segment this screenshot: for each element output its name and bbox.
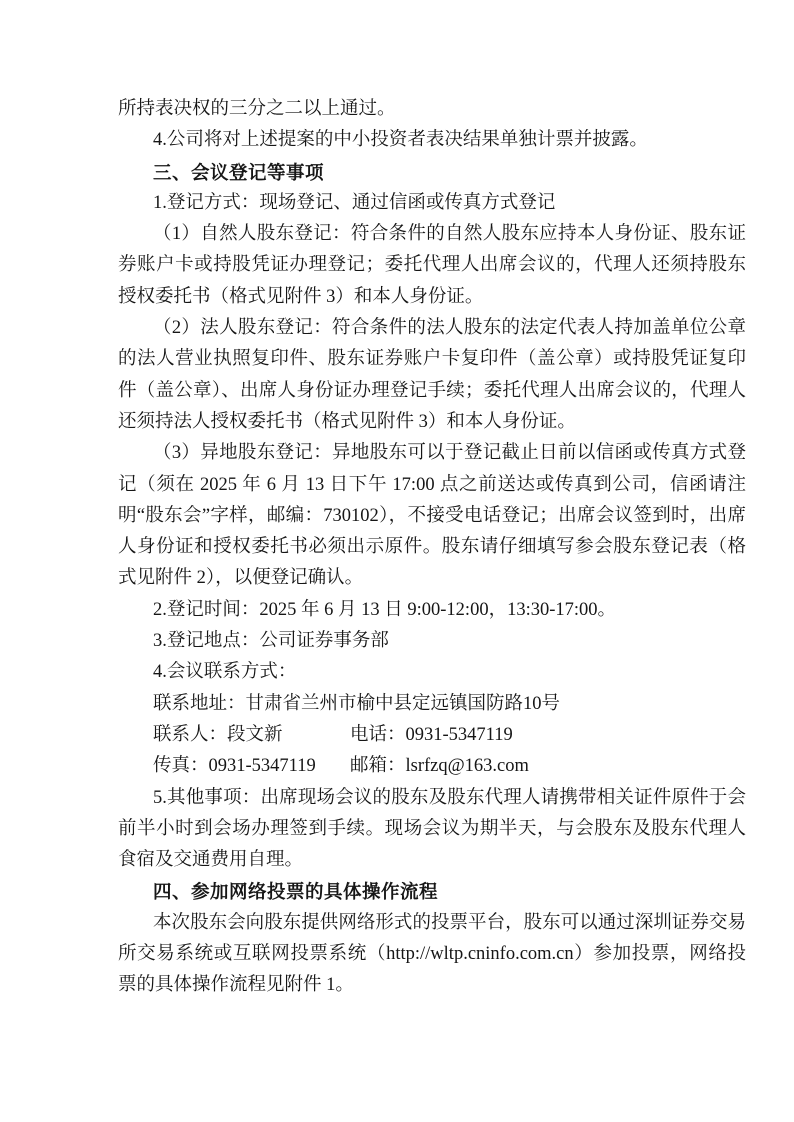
- paragraph-item-4-vote-count: 4.公司将对上述提案的中小投资者表决结果单独计票并披露。: [153, 130, 648, 151]
- paragraph-contact-address: 联系地址：甘肃省兰州市榆中县定远镇国防路10号: [153, 693, 561, 714]
- contact-row-fax-email: [118, 751, 746, 782]
- paragraph-registration-time: 2.登记时间：2025 年 6 月 13 日 9:00-12:00，13:30-17:00。: [153, 599, 617, 620]
- section-heading-3-registration: 三、会议登记等事项: [153, 161, 325, 183]
- paragraph-contact-info-label: 4.会议联系方式：: [153, 662, 297, 683]
- paragraph-remote-shareholder-registration: （3）异地股东登记：异地股东可以于登记截止日前以信函或传真方式登记（须在 2025 年 6 月 13 日下午 17:00 点之前送达或传真到公司，信函请注明“股东会”字样，邮编：730102），不接受电话登记；出席会议签到时，出席人身份证和授权委托书必须出示原件。股东请仔细填写参会股东登记表（格式见附件 2），以便登记确认。: [118, 443, 746, 589]
- section-heading-4-network-voting: 四、参加网络投票的具体操作流程: [153, 881, 439, 903]
- paragraph-legal-person-registration: （2）法人股东登记：符合条件的法人股东的法定代表人持加盖单位公章的法人营业执照复印件、股东证券账户卡复印件（盖公章）或持股凭证复印件（盖公章）、出席人身份证办理登记手续；委托代理人出席会议的，代理人还须持法人授权委托书（格式见附件 3）和本人身份证。: [118, 318, 746, 432]
- paragraph-natural-person-registration: （1）自然人股东登记：符合条件的自然人股东应持本人身份证、股东证券账户卡或持股凭证办理登记；委托代理人出席会议的，代理人还须持股东授权委托书（格式见附件 3）和本人身份证。: [118, 224, 746, 307]
- contact-phone: 电话：0931-5347119: [350, 724, 513, 745]
- paragraph-registration-method: 1.登记方式：现场登记、通过信函或传真方式登记: [153, 192, 556, 213]
- paragraph-registration-place: 3.登记地点：公司证券事务部: [153, 631, 389, 652]
- paragraph-carryover-text: 所持表决权的三分之二以上通过。: [118, 99, 396, 119]
- contact-email: 邮箱：lsrfzq@163.com: [350, 756, 529, 777]
- contact-row-person-phone: [118, 720, 746, 751]
- contact-person: 联系人：段文新: [153, 724, 283, 745]
- paragraph-network-voting-platform: 本次股东会向股东提供网络形式的投票平台，股东可以通过深圳证券交易所交易系统或互联网投票系统（http://wltp.cninfo.com.cn）参加投票，网络投票的具体操作流程见附件 1。: [118, 912, 746, 996]
- paragraph-other-matters: 5.其他事项：出席现场会议的股东及股东代理人请携带相关证件原件于会前半小时到会场办理签到手续。现场会议为期半天，与会股东及股东代理人食宿及交通费用自理。: [118, 787, 746, 871]
- contact-fax: 传真：0931-5347119: [153, 756, 316, 777]
